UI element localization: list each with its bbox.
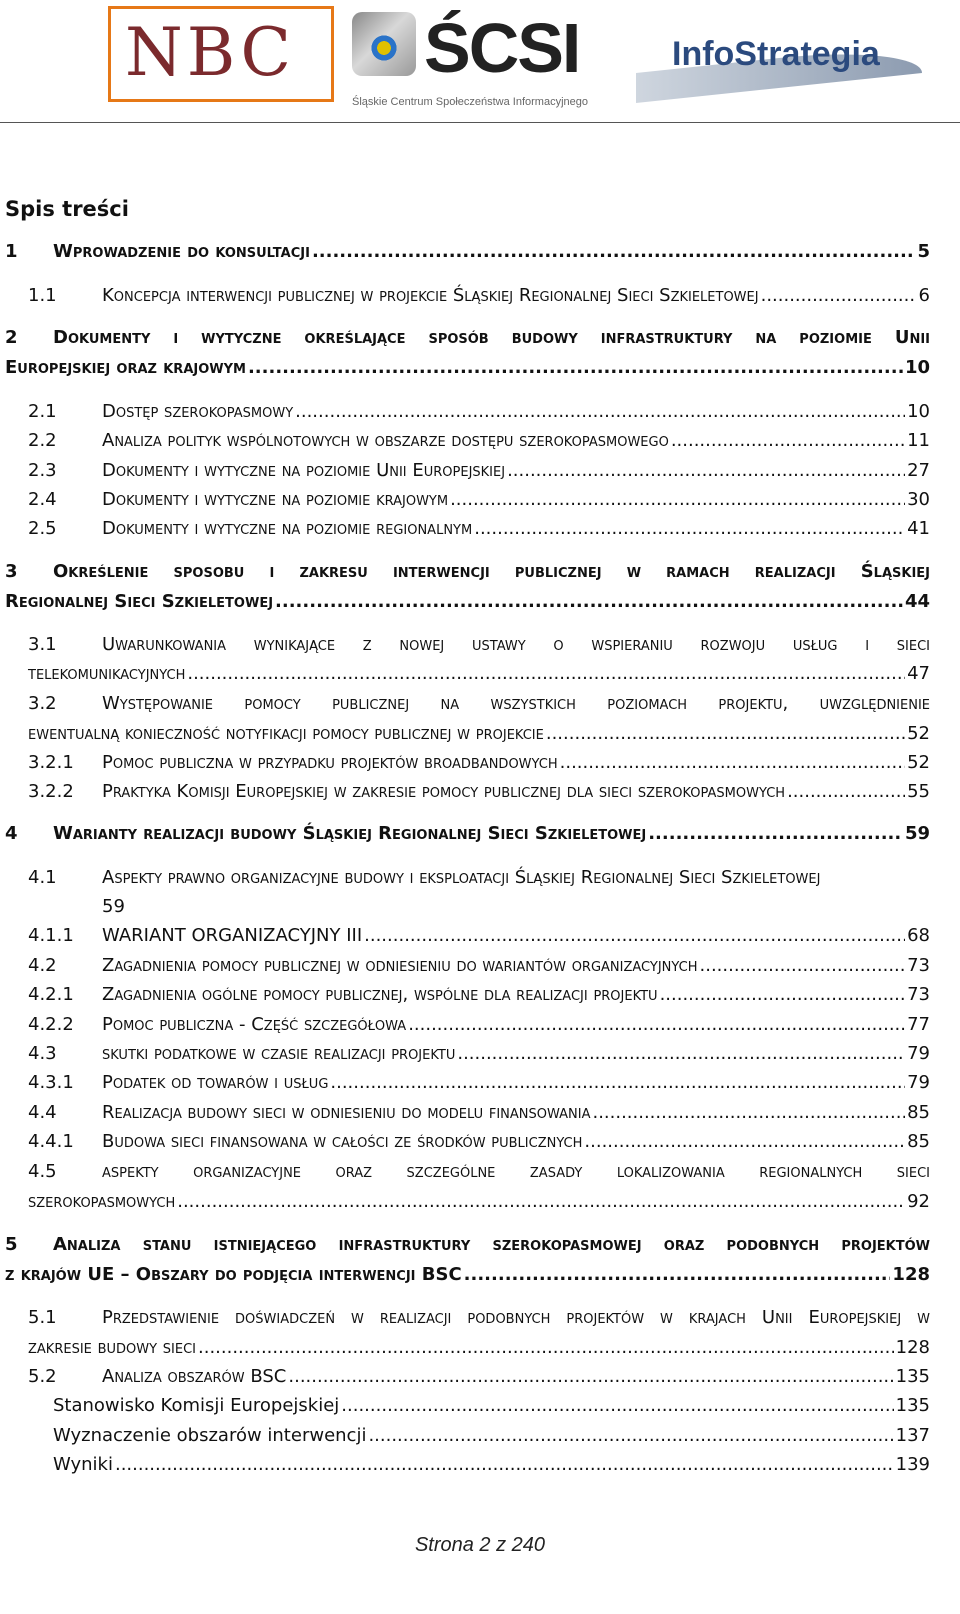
toc-entry-page: 27 [907,460,930,481]
toc-leader-dots [560,749,905,777]
toc-entry-title: Pomoc publiczna w przypadku projektów broadbandowych [102,752,558,773]
toc-entry-number: 2 [5,327,18,348]
toc-entry-page: 135 [895,1366,930,1387]
toc-entry-title: Dokumenty i wytyczne na poziomie Unii Europejskiej [102,460,506,481]
toc-entry-page: 10 [907,401,930,422]
toc-entry-title: Analiza obszarów BSC [102,1366,287,1387]
toc-entry-title: Wprowadzenie do konsultacji [53,241,310,262]
toc-leader-dots [115,1451,894,1479]
toc-entry-page: 44 [904,591,930,612]
toc-leader-dots [198,1334,894,1362]
toc-entry-title: telekomunikacyjnych [28,663,186,684]
toc-entry-title: Przedstawienie doświadczeń w realizacji podobnych projektów w krajach Unii Europejskiej w [102,1307,930,1328]
toc-entry-page: 79 [907,1072,930,1093]
toc-leader-dots [368,1422,893,1450]
toc-leader-dots [761,282,917,310]
toc-entry-title: Wyznaczenie obszarów interwencji [53,1425,367,1446]
nbc-logo-text: NBC [125,14,295,91]
toc-entry-page: 59 [904,823,930,844]
toc-entry-number: 1.1 [28,285,57,306]
toc-entry-page: 139 [895,1454,930,1475]
toc-entry-page: 128 [892,1264,930,1285]
toc-entry-number: 3 [5,561,18,582]
toc-leader-dots [546,720,905,748]
toc-leader-dots [474,515,905,543]
toc-entry-title: Pomoc publiczna - Część szczegółowa [102,1014,407,1035]
toc-entry-title: Określenie sposobu i zakresu interwencji publicznej w ramach realizacji Śląskiej [53,561,930,582]
toc-entry-title: Dokumenty i wytyczne na poziomie krajowym [102,489,449,510]
toc-entry-number: 5.1 [28,1307,57,1328]
toc-entry-number: 4.2 [28,955,57,976]
toc-entry-title: Warianty realizacji budowy Śląskiej Regionalnej Sieci Szkieletowej [53,823,647,844]
toc-leader-dots [408,1011,905,1039]
toc-entry-page: 85 [907,1131,930,1152]
toc-entry-title: Dokumenty i wytyczne określające sposób budowy infrastruktury na poziomie Unii [53,327,930,348]
toc-entry-page: 41 [907,518,930,539]
toc-entry-number: 2.2 [28,430,57,451]
toc-leader-dots [177,1188,905,1216]
toc-title: Spis treści [5,197,129,221]
toc-entry-page: 10 [904,357,930,378]
toc-entry-title: Stanowisko Komisji Europejskiej [53,1395,340,1416]
toc-leader-dots [787,778,905,806]
toc-entry-number: 3.2.1 [28,752,74,773]
scsi-logo [352,8,624,108]
toc-leader-dots [457,1040,905,1068]
toc-entry-number: 4.2.2 [28,1014,74,1035]
toc-entry-page: 73 [907,955,930,976]
toc-entry-page: 135 [895,1395,930,1416]
toc-leader-dots [450,486,905,514]
toc-entry-page: 73 [907,984,930,1005]
toc-leader-dots [187,660,905,688]
toc-entry-title: Zagadnienia pomocy publicznej w odniesieniu do wariantów organizacyjnych [102,955,698,976]
toc-entry-page: 137 [895,1425,930,1446]
toc-entry-number: 3.1 [28,634,57,655]
toc-entry-page: 30 [907,489,930,510]
toc-entry-title: Zagadnienia ogólne pomocy publicznej, wspólne dla realizacji projektu [102,984,658,1005]
scsi-logo-subtitle: Śląskie Centrum Społeczeństwa Informacyjnego [352,96,589,108]
toc-leader-dots [341,1392,893,1420]
toc-entry-title: Analiza stanu istniejącego infrastruktury szerokopasmowej oraz podobnych projektów [53,1234,930,1255]
toc-entry-number: 5 [5,1234,18,1255]
toc-entry-page: 6 [918,285,930,306]
toc-entry-page: 5 [917,241,930,262]
toc-entry-title: Realizacja budowy sieci w odniesieniu do modelu finansowania [102,1102,591,1123]
toc-leader-dots [671,427,905,455]
toc-entry-page: 85 [907,1102,930,1123]
toc-entry-number: 4.5 [28,1161,57,1182]
toc-entry-title: Podatek od towarów i usług [102,1072,329,1093]
toc-entry-title: Aspekty prawno organizacyjne budowy i eksploatacji Śląskiej Regionalnej Sieci Szkieletowej [102,867,821,888]
scsi-logo-text: ŚCSI [424,9,580,87]
toc-entry-page: 11 [907,430,930,451]
toc-entry-title: Dokumenty i wytyczne na poziomie regionalnym [102,518,473,539]
toc-entry-number: 2.4 [28,489,57,510]
toc-entry-title: Praktyka Komisji Europejskiej w zakresie pomocy publicznej dla sieci szerokopasmowych [102,781,786,802]
toc-entry-page: 77 [907,1014,930,1035]
toc-entry-page: 128 [895,1337,930,1358]
toc-entry-number: 4.4.1 [28,1131,74,1152]
toc-entry-title: z krajów UE – Obszary do podjęcia interwencji BSC [5,1264,462,1285]
toc-entry-number: 4.2.1 [28,984,74,1005]
toc-entry-number: 4.3 [28,1043,57,1064]
toc-entry-page: 52 [907,723,930,744]
toc-entry-title: ewentualną konieczność notyfikacji pomocy publicznej w projekcie [28,723,544,744]
toc-entry-page: 55 [907,781,930,802]
toc-entry-title: szerokopasmowych [28,1191,176,1212]
toc-leader-dots [700,952,906,980]
toc-entry-title: Dostęp szerokopasmowy [102,401,294,422]
toc-leader-dots [660,981,906,1009]
toc-leader-dots [275,588,903,616]
toc-entry-number: 4.1 [28,867,57,888]
toc-entry-title: Europejskiej oraz krajowym [5,357,246,378]
toc-entry-number: 4.4 [28,1102,57,1123]
toc-entry-title: Regionalnej Sieci Szkieletowej [5,591,274,612]
toc-entry-number: 4.1.1 [28,925,74,946]
page-footer: Strona 2 z 240 [414,1534,546,1556]
toc-leader-dots [312,238,916,266]
scsi-emblem-icon [352,12,416,76]
toc-entry-page: 47 [907,663,930,684]
toc-leader-dots [507,457,905,485]
toc-entry-number: 2.5 [28,518,57,539]
toc-leader-dots [592,1099,905,1127]
infostrategia-logo-text: InfoStrategia [672,35,880,73]
toc-entry-title: skutki podatkowe w czasie realizacji projektu [102,1043,456,1064]
toc-entry-number: 4.3.1 [28,1072,74,1093]
infostrategia-logo [636,14,926,104]
toc-entry-number: 2.3 [28,460,57,481]
toc-entry-page: 52 [907,752,930,773]
page-header [0,0,960,123]
toc-entry-page: 79 [907,1043,930,1064]
toc-leader-dots [288,1363,893,1391]
toc-entry-title: Analiza polityk wspólnotowych w obszarze dostępu szerokopasmowego [102,430,669,451]
toc-leader-dots [364,922,905,950]
toc-entry-number: 2.1 [28,401,57,422]
toc-entry-title: zakresie budowy sieci [28,1337,196,1358]
toc-leader-dots [295,398,905,426]
toc-entry-number: 3.2.2 [28,781,74,802]
toc-leader-dots [648,820,903,848]
toc-entry-title: Występowanie pomocy publicznej na wszystkich poziomach projektu, uwzględnienie [102,693,930,714]
toc-entry-title: Koncepcja interwencji publicznej w projekcie Śląskiej Regionalnej Sieci Szkieletowej [102,285,759,306]
toc-entry-title: Wyniki [53,1454,113,1475]
toc-entry-page: 59 [102,896,125,917]
toc-entry-number: 5.2 [28,1366,57,1387]
toc-entry-title: aspekty organizacyjne oraz szczególne zasady lokalizowania regionalnych sieci [102,1161,930,1182]
toc-leader-dots [584,1128,905,1156]
toc-leader-dots [330,1069,905,1097]
nbc-logo [108,6,334,102]
toc-entry-number: 3.2 [28,693,57,714]
toc-entry-title: Uwarunkowania wynikające z nowej ustawy o wspieraniu rozwoju usług i sieci [102,634,930,655]
toc-entry-page: 92 [907,1191,930,1212]
toc-leader-dots [248,354,903,382]
toc-entry-title: Budowa sieci finansowana w całości ze środków publicznych [102,1131,583,1152]
toc-leader-dots [464,1261,891,1289]
toc-entry-page: 68 [907,925,930,946]
toc-entry-number: 1 [5,241,18,262]
toc-entry-title: WARIANT ORGANIZACYJNY III [102,925,363,946]
toc-entry-number: 4 [5,823,18,844]
